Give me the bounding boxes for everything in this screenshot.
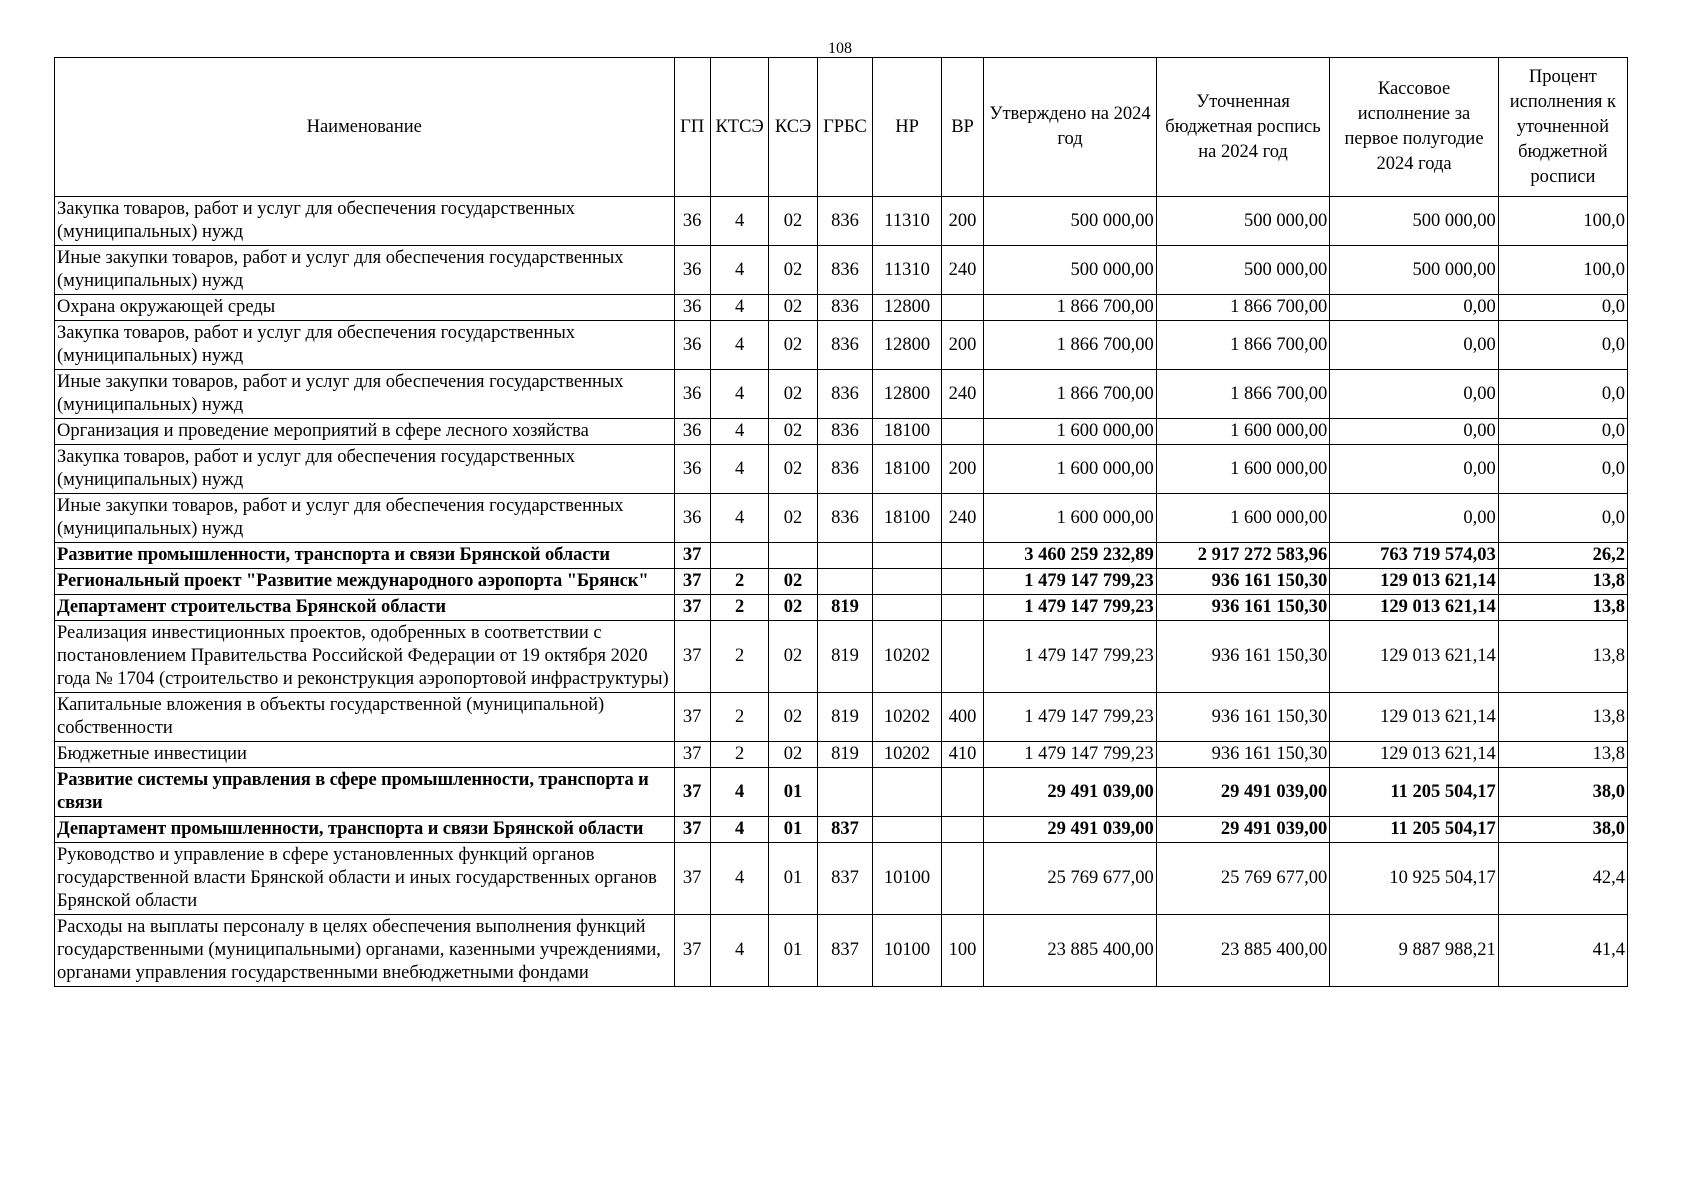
cell-approved: 1 600 000,00 — [984, 494, 1157, 543]
cell-gp: 37 — [674, 543, 710, 569]
cell-name: Расходы на выплаты персоналу в целях обеспечения выполнения функций государственными (муниципальными) органами, казенными учреждениями, органами управления государственными внебюджетными фондами — [55, 915, 675, 987]
col-header-name: Наименование — [55, 58, 675, 197]
cell-name: Закупка товаров, работ и услуг для обеспечения государственных (муниципальных) нужд — [55, 445, 675, 494]
cell-vr — [941, 817, 983, 843]
cell-gp: 36 — [674, 445, 710, 494]
cell-cash: 500 000,00 — [1330, 197, 1498, 246]
cell-name: Иные закупки товаров, работ и услуг для обеспечения государственных (муниципальных) нужд — [55, 494, 675, 543]
cell-percent: 26,2 — [1498, 543, 1627, 569]
cell-grbs: 836 — [817, 419, 872, 445]
cell-gp: 36 — [674, 295, 710, 321]
cell-nr: 10100 — [873, 843, 942, 915]
cell-name: Закупка товаров, работ и услуг для обеспечения государственных (муниципальных) нужд — [55, 321, 675, 370]
cell-vr: 410 — [941, 742, 983, 768]
cell-grbs — [817, 569, 872, 595]
cell-name: Организация и проведение мероприятий в сфере лесного хозяйства — [55, 419, 675, 445]
cell-vr: 200 — [941, 321, 983, 370]
cell-refined: 936 161 150,30 — [1156, 742, 1330, 768]
col-header-approved: Утверждено на 2024 год — [984, 58, 1157, 197]
col-header-nr: НР — [873, 58, 942, 197]
cell-refined: 500 000,00 — [1156, 197, 1330, 246]
cell-name: Охрана окружающей среды — [55, 295, 675, 321]
cell-name: Развитие промышленности, транспорта и связи Брянской области — [55, 543, 675, 569]
cell-ktse: 4 — [710, 817, 769, 843]
cell-name: Иные закупки товаров, работ и услуг для обеспечения государственных (муниципальных) нужд — [55, 246, 675, 295]
cell-ktse: 2 — [710, 693, 769, 742]
cell-nr: 10202 — [873, 693, 942, 742]
cell-approved: 500 000,00 — [984, 246, 1157, 295]
cell-gp: 37 — [674, 595, 710, 621]
cell-percent: 38,0 — [1498, 768, 1627, 817]
cell-kse: 02 — [769, 246, 817, 295]
cell-refined: 500 000,00 — [1156, 246, 1330, 295]
cell-grbs — [817, 543, 872, 569]
cell-kse: 02 — [769, 419, 817, 445]
cell-grbs: 819 — [817, 693, 872, 742]
cell-approved: 1 600 000,00 — [984, 445, 1157, 494]
cell-approved: 3 460 259 232,89 — [984, 543, 1157, 569]
cell-grbs: 819 — [817, 595, 872, 621]
cell-percent: 13,8 — [1498, 742, 1627, 768]
cell-cash: 129 013 621,14 — [1330, 569, 1498, 595]
cell-vr: 240 — [941, 494, 983, 543]
cell-nr: 12800 — [873, 370, 942, 419]
cell-ktse: 4 — [710, 321, 769, 370]
col-header-ktse: КТСЭ — [710, 58, 769, 197]
cell-refined: 2 917 272 583,96 — [1156, 543, 1330, 569]
cell-refined: 25 769 677,00 — [1156, 843, 1330, 915]
cell-vr — [941, 768, 983, 817]
cell-grbs: 819 — [817, 742, 872, 768]
cell-percent: 42,4 — [1498, 843, 1627, 915]
cell-gp: 37 — [674, 742, 710, 768]
cell-approved: 1 866 700,00 — [984, 370, 1157, 419]
cell-nr: 11310 — [873, 197, 942, 246]
page-number: 108 — [828, 40, 852, 57]
cell-nr: 18100 — [873, 419, 942, 445]
cell-grbs: 836 — [817, 321, 872, 370]
table-row — [55, 915, 1628, 987]
cell-name: Департамент промышленности, транспорта и связи Брянской области — [55, 817, 675, 843]
cell-kse — [769, 543, 817, 569]
table-row — [55, 768, 1628, 817]
cell-gp: 37 — [674, 817, 710, 843]
cell-kse: 01 — [769, 768, 817, 817]
cell-percent: 13,8 — [1498, 693, 1627, 742]
cell-vr — [941, 595, 983, 621]
cell-refined: 936 161 150,30 — [1156, 569, 1330, 595]
table-row — [55, 197, 1628, 246]
cell-cash: 129 013 621,14 — [1330, 693, 1498, 742]
budget-execution-table — [54, 57, 1628, 987]
cell-nr: 18100 — [873, 494, 942, 543]
cell-nr — [873, 569, 942, 595]
cell-gp: 37 — [674, 915, 710, 987]
cell-cash: 0,00 — [1330, 370, 1498, 419]
cell-cash: 10 925 504,17 — [1330, 843, 1498, 915]
cell-ktse — [710, 543, 769, 569]
cell-ktse: 4 — [710, 370, 769, 419]
cell-ktse: 4 — [710, 197, 769, 246]
cell-gp: 36 — [674, 419, 710, 445]
cell-gp: 37 — [674, 569, 710, 595]
table-row — [55, 295, 1628, 321]
cell-ktse: 4 — [710, 246, 769, 295]
cell-gp: 36 — [674, 321, 710, 370]
cell-percent: 13,8 — [1498, 595, 1627, 621]
cell-vr — [941, 419, 983, 445]
cell-gp: 36 — [674, 370, 710, 419]
cell-kse: 02 — [769, 321, 817, 370]
table-row — [55, 419, 1628, 445]
cell-refined: 936 161 150,30 — [1156, 693, 1330, 742]
cell-name: Бюджетные инвестиции — [55, 742, 675, 768]
cell-refined: 23 885 400,00 — [1156, 915, 1330, 987]
cell-ktse: 2 — [710, 569, 769, 595]
cell-nr: 12800 — [873, 321, 942, 370]
cell-grbs: 836 — [817, 295, 872, 321]
cell-percent: 0,0 — [1498, 445, 1627, 494]
cell-refined: 1 600 000,00 — [1156, 494, 1330, 543]
cell-kse: 01 — [769, 817, 817, 843]
table-row — [55, 445, 1628, 494]
cell-cash: 129 013 621,14 — [1330, 595, 1498, 621]
cell-kse: 02 — [769, 295, 817, 321]
cell-approved: 29 491 039,00 — [984, 768, 1157, 817]
table-row — [55, 246, 1628, 295]
cell-gp: 37 — [674, 843, 710, 915]
cell-cash: 9 887 988,21 — [1330, 915, 1498, 987]
cell-approved: 1 479 147 799,23 — [984, 595, 1157, 621]
table-row — [55, 494, 1628, 543]
cell-grbs: 836 — [817, 246, 872, 295]
cell-ktse: 4 — [710, 494, 769, 543]
table-row — [55, 370, 1628, 419]
cell-name: Капитальные вложения в объекты государственной (муниципальной) собственности — [55, 693, 675, 742]
cell-gp: 37 — [674, 768, 710, 817]
cell-grbs: 836 — [817, 494, 872, 543]
cell-vr — [941, 569, 983, 595]
cell-percent: 0,0 — [1498, 321, 1627, 370]
cell-approved: 1 479 147 799,23 — [984, 621, 1157, 693]
cell-ktse: 4 — [710, 768, 769, 817]
cell-grbs: 837 — [817, 915, 872, 987]
cell-refined: 936 161 150,30 — [1156, 595, 1330, 621]
cell-kse: 02 — [769, 569, 817, 595]
col-header-vr: ВР — [941, 58, 983, 197]
cell-kse: 02 — [769, 621, 817, 693]
cell-cash: 0,00 — [1330, 445, 1498, 494]
table-row — [55, 693, 1628, 742]
cell-cash: 11 205 504,17 — [1330, 768, 1498, 817]
cell-kse: 02 — [769, 693, 817, 742]
cell-refined: 1 866 700,00 — [1156, 321, 1330, 370]
cell-ktse: 2 — [710, 621, 769, 693]
cell-ktse: 4 — [710, 915, 769, 987]
cell-gp: 37 — [674, 621, 710, 693]
cell-gp: 36 — [674, 494, 710, 543]
cell-nr: 10202 — [873, 742, 942, 768]
cell-ktse: 2 — [710, 742, 769, 768]
cell-vr — [941, 843, 983, 915]
cell-name: Региональный проект "Развитие международного аэропорта "Брянск" — [55, 569, 675, 595]
cell-approved: 1 479 147 799,23 — [984, 742, 1157, 768]
cell-name: Департамент строительства Брянской области — [55, 595, 675, 621]
cell-nr — [873, 543, 942, 569]
cell-grbs: 837 — [817, 843, 872, 915]
cell-percent: 38,0 — [1498, 817, 1627, 843]
cell-nr: 11310 — [873, 246, 942, 295]
cell-approved: 1 866 700,00 — [984, 321, 1157, 370]
cell-gp: 36 — [674, 197, 710, 246]
cell-approved: 1 479 147 799,23 — [984, 693, 1157, 742]
cell-refined: 1 600 000,00 — [1156, 419, 1330, 445]
cell-approved: 1 479 147 799,23 — [984, 569, 1157, 595]
cell-ktse: 2 — [710, 595, 769, 621]
cell-percent: 0,0 — [1498, 370, 1627, 419]
cell-vr: 200 — [941, 445, 983, 494]
cell-grbs — [817, 768, 872, 817]
col-header-kse: КСЭ — [769, 58, 817, 197]
cell-ktse: 4 — [710, 419, 769, 445]
cell-cash: 129 013 621,14 — [1330, 742, 1498, 768]
cell-percent: 41,4 — [1498, 915, 1627, 987]
cell-nr: 18100 — [873, 445, 942, 494]
cell-percent: 100,0 — [1498, 197, 1627, 246]
cell-approved: 1 600 000,00 — [984, 419, 1157, 445]
table-body — [55, 197, 1628, 987]
cell-kse: 02 — [769, 370, 817, 419]
table-row — [55, 543, 1628, 569]
cell-cash: 0,00 — [1330, 419, 1498, 445]
cell-ktse: 4 — [710, 295, 769, 321]
col-header-gp: ГП — [674, 58, 710, 197]
table-row — [55, 621, 1628, 693]
cell-vr — [941, 295, 983, 321]
table-row — [55, 569, 1628, 595]
cell-cash: 0,00 — [1330, 295, 1498, 321]
cell-vr: 400 — [941, 693, 983, 742]
cell-grbs: 819 — [817, 621, 872, 693]
cell-nr — [873, 817, 942, 843]
cell-nr — [873, 595, 942, 621]
cell-vr: 240 — [941, 370, 983, 419]
cell-gp: 37 — [674, 693, 710, 742]
table-row — [55, 843, 1628, 915]
table-row — [55, 742, 1628, 768]
cell-name: Иные закупки товаров, работ и услуг для обеспечения государственных (муниципальных) нужд — [55, 370, 675, 419]
cell-name: Закупка товаров, работ и услуг для обеспечения государственных (муниципальных) нужд — [55, 197, 675, 246]
cell-kse: 02 — [769, 742, 817, 768]
cell-gp: 36 — [674, 246, 710, 295]
col-header-refined: Уточненная бюджетная роспись на 2024 год — [1156, 58, 1330, 197]
cell-ktse: 4 — [710, 843, 769, 915]
cell-vr — [941, 621, 983, 693]
cell-kse: 02 — [769, 197, 817, 246]
cell-approved: 500 000,00 — [984, 197, 1157, 246]
cell-percent: 13,8 — [1498, 621, 1627, 693]
cell-refined: 936 161 150,30 — [1156, 621, 1330, 693]
cell-percent: 13,8 — [1498, 569, 1627, 595]
col-header-percent: Процент исполнения к уточненной бюджетной росписи — [1498, 58, 1627, 197]
cell-kse: 01 — [769, 843, 817, 915]
cell-cash: 129 013 621,14 — [1330, 621, 1498, 693]
cell-kse: 02 — [769, 494, 817, 543]
cell-cash: 763 719 574,03 — [1330, 543, 1498, 569]
table-row — [55, 817, 1628, 843]
cell-name: Развитие системы управления в сфере промышленности, транспорта и связи — [55, 768, 675, 817]
cell-percent: 100,0 — [1498, 246, 1627, 295]
cell-kse: 02 — [769, 445, 817, 494]
cell-kse: 02 — [769, 595, 817, 621]
cell-percent: 0,0 — [1498, 419, 1627, 445]
cell-refined: 1 600 000,00 — [1156, 445, 1330, 494]
cell-vr: 240 — [941, 246, 983, 295]
cell-cash: 0,00 — [1330, 321, 1498, 370]
cell-refined: 29 491 039,00 — [1156, 768, 1330, 817]
cell-ktse: 4 — [710, 445, 769, 494]
cell-approved: 25 769 677,00 — [984, 843, 1157, 915]
cell-kse: 01 — [769, 915, 817, 987]
cell-name: Реализация инвестиционных проектов, одобренных в соответствии с постановлением Правительства Российской Федерации от 19 октября 2020 года № 1704 (строительство и реконструкция аэропортовой инфраструктуры) — [55, 621, 675, 693]
cell-approved: 23 885 400,00 — [984, 915, 1157, 987]
cell-approved: 29 491 039,00 — [984, 817, 1157, 843]
cell-percent: 0,0 — [1498, 494, 1627, 543]
cell-grbs: 836 — [817, 197, 872, 246]
cell-cash: 0,00 — [1330, 494, 1498, 543]
cell-vr: 200 — [941, 197, 983, 246]
table-header-row — [55, 58, 1628, 197]
cell-percent: 0,0 — [1498, 295, 1627, 321]
cell-grbs: 837 — [817, 817, 872, 843]
cell-refined: 1 866 700,00 — [1156, 370, 1330, 419]
cell-approved: 1 866 700,00 — [984, 295, 1157, 321]
col-header-grbs: ГРБС — [817, 58, 872, 197]
cell-cash: 11 205 504,17 — [1330, 817, 1498, 843]
cell-cash: 500 000,00 — [1330, 246, 1498, 295]
cell-vr: 100 — [941, 915, 983, 987]
cell-nr: 10202 — [873, 621, 942, 693]
cell-refined: 29 491 039,00 — [1156, 817, 1330, 843]
cell-nr — [873, 768, 942, 817]
cell-grbs: 836 — [817, 445, 872, 494]
cell-refined: 1 866 700,00 — [1156, 295, 1330, 321]
cell-nr: 12800 — [873, 295, 942, 321]
table-row — [55, 321, 1628, 370]
table-row — [55, 595, 1628, 621]
cell-vr — [941, 543, 983, 569]
cell-name: Руководство и управление в сфере установленных функций органов государственной власти Брянской области и иных государственных органов Брянской области — [55, 843, 675, 915]
cell-grbs: 836 — [817, 370, 872, 419]
cell-nr: 10100 — [873, 915, 942, 987]
col-header-cash: Кассовое исполнение за первое полугодие 2024 года — [1330, 58, 1498, 197]
